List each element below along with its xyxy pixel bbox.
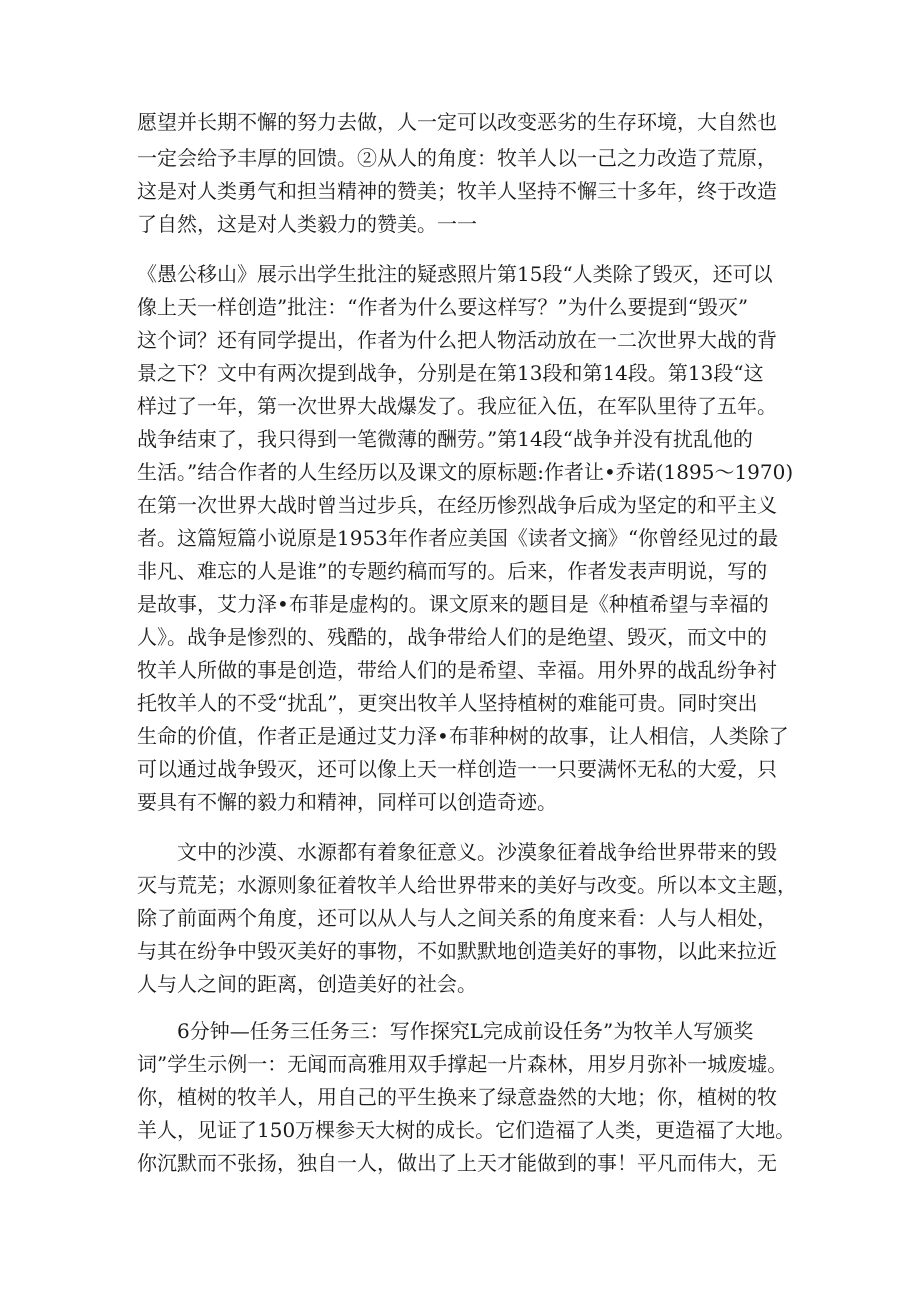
text-line: 是故事，艾力泽•布菲是虚构的。课文原来的题目是《种植希望与幸福的 — [137, 592, 769, 616]
text-line: 可以通过战争毁灭，还可以像上天一样创造一一只要满怀无私的大爱，只 — [137, 757, 777, 781]
text-line: 灭与荒芜；水源则象征着牧羊人给世界带来的美好与改变。所以本文主题， — [137, 873, 797, 897]
text-line: 词”学生示例一：无闻而高雅用双手撑起一片森林，用岁月弥补一城废墟。 — [137, 1052, 788, 1076]
text-line: 你沉默而不张扬，独自一人，做出了上天才能做到的事！平凡而伟大，无 — [137, 1151, 777, 1175]
paragraph-2 — [137, 258, 794, 819]
text-line: 景之下？文中有两次提到战争，分别是在第13段和第14段。第13段“这 — [137, 361, 764, 385]
text-line: 生活。”结合作者的人生经历以及课文的原标题:作者让•乔诺(1895～1970) — [137, 460, 794, 484]
text-line: 羊人，见证了150万棵参天大树的成长。它们造福了人类，更造福了大地。 — [137, 1118, 796, 1142]
text-line: 愿望并长期不懈的努力去做，人一定可以改变恶劣的生存环境，大自然也 — [137, 110, 777, 134]
text-line: 生命的价值，作者正是通过艾力泽•布菲种树的故事，让人相信，人类除了 — [137, 724, 789, 748]
text-line: 牧羊人所做的事是创造，带给人们的是希望、幸福。用外界的战乱纷争衬 — [137, 658, 777, 682]
text-line: 这是对人类勇气和担当精神的赞美；牧羊人坚持不懈三十多年，终于改造 — [137, 179, 777, 203]
text-line: 要具有不懈的毅力和精神，同样可以创造奇迹。 — [137, 790, 557, 814]
text-line: 文中的沙漠、水源都有着象征意义。沙漠象征着战争给世界带来的毁 — [137, 840, 777, 864]
text-line: 战争结束了，我只得到一笔微薄的酬劳。”第14段“战争并没有扰乱他的 — [137, 427, 753, 451]
text-line: 这个词？还有同学提出，作者为什么把人物活动放在一二次世界大战的背 — [137, 328, 777, 352]
paragraph-1 — [137, 102, 787, 241]
text-line: 一定会给予丰厚的回馈。②从人的角度：牧羊人以一己之力改造了荒原， — [137, 146, 777, 170]
text-line: 像上天一样创造”批注：“作者为什么要这样写？”为什么要提到“毁灭” — [137, 295, 749, 319]
text-line: 与其在纷争中毁灭美好的事物，不如默默地创造美好的事物，以此来拉近 — [137, 939, 777, 963]
text-line: 者。这篇短篇小说原是1953年作者应美国《读者文摘》“你曾经见过的最 — [137, 526, 779, 550]
text-line: 非凡、难忘的人是谁”的专题约稿而写的。后来，作者发表声明说，写的 — [137, 559, 768, 583]
text-line: 样过了一年，第一次世界大战爆发了。我应征入伍，在军队里待了五年。 — [137, 394, 777, 418]
text-line: 人与人之间的距离，创造美好的社会。 — [137, 972, 477, 996]
text-line: 了自然，这是对人类毅力的赞美。一一 — [137, 212, 477, 236]
text-line: 人》。战争是惨烈的、残酷的，战争带给人们的是绝望、毁灭，而文中的 — [137, 625, 767, 649]
text-line: 《愚公移山》展示出学生批注的疑惑照片第15段“人类除了毁灭，还可以 — [137, 262, 773, 286]
text-line: 托牧羊人的不受“扰乱”，更突出牧羊人坚持植树的难能可贵。同时突出 — [137, 691, 758, 715]
paragraph-3 — [137, 836, 797, 1001]
text-line: 除了前面两个角度，还可以从人与人之间关系的角度来看：人与人相处， — [137, 906, 777, 930]
text-line: 在第一次世界大战时曾当过步兵，在经历惨烈战争后成为坚定的和平主义 — [137, 493, 777, 517]
text-line: 你，植树的牧羊人，用自己的平生换来了绿意盎然的大地；你，植树的牧 — [137, 1085, 777, 1109]
paragraph-4 — [137, 1015, 796, 1180]
text-line: 6分钟—任务三任务三：写作探究L完成前设任务”为牧羊人写颁奖 — [137, 1019, 754, 1043]
